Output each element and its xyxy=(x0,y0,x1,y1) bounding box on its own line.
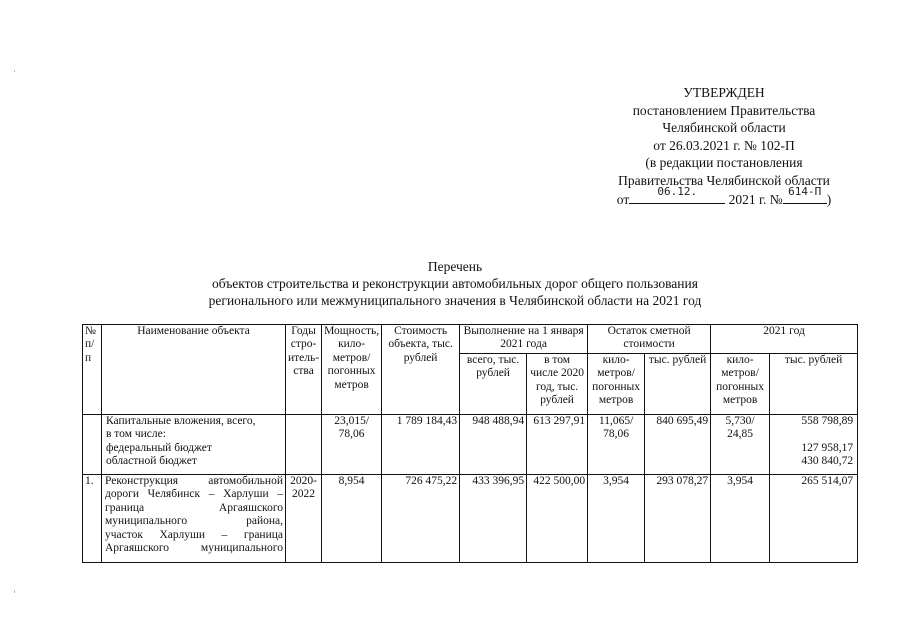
total-remain-rub: 840 695,49 xyxy=(645,415,711,475)
objects-table xyxy=(82,324,858,563)
row-capacity: 8,954 xyxy=(322,475,382,563)
header-remain: Остаток сметной стоимости xyxy=(588,325,711,354)
approval-line: Челябинской области xyxy=(662,120,786,135)
row-num: 1. xyxy=(83,475,102,563)
scan-edge-mark xyxy=(14,590,15,593)
row-years: 2020- 2022 xyxy=(286,475,322,563)
row-done: 433 396,95 xyxy=(460,475,527,563)
row-2021-rub: 265 514,07 xyxy=(770,475,858,563)
header-name: Наименование объекта xyxy=(102,325,286,415)
header-capacity: Мощность, кило- метров/ погонных метров xyxy=(322,325,382,415)
row-name: Реконструкция автомобильной дороги Челябинск – Харлуши – граница Аргаяшского муниципального района, участок Харлуши – граница Аргаяшского муниципального xyxy=(102,475,286,563)
row-2021-km: 3,954 xyxy=(711,475,770,563)
header-years: Годы стро- итель- ства xyxy=(286,325,322,415)
approval-line: УТВЕРЖДЕН xyxy=(683,85,765,100)
header-2021: 2021 год xyxy=(711,325,858,354)
handwritten-date: 06.12. xyxy=(657,185,698,198)
header-remain-rub: тыс. рублей xyxy=(645,354,711,415)
approval-line: (в редакции постановления xyxy=(645,155,803,170)
table-row xyxy=(83,475,858,563)
header-done-total: всего, тыс. рублей xyxy=(460,354,527,415)
total-capacity: 23,015/ 78,06 xyxy=(322,415,382,475)
date-blank xyxy=(629,185,725,204)
table-cell xyxy=(83,415,102,475)
table-cell xyxy=(286,415,322,475)
title-line: регионального или межмуниципального значения в Челябинской области на 2021 год xyxy=(208,293,702,308)
handwritten-number: 614-П xyxy=(788,185,822,198)
approval-stamp xyxy=(600,84,848,209)
header-done: Выполнение на 1 января 2021 года xyxy=(460,325,588,354)
total-2021-km: 5,730/ 24,85 xyxy=(711,415,770,475)
number-blank xyxy=(783,185,827,204)
total-cost: 1 789 184,43 xyxy=(382,415,460,475)
header-cost: Стоимость объекта, тыс. рублей xyxy=(382,325,460,415)
header-done-2020: в том числе 2020 год, тыс. рублей xyxy=(527,354,588,415)
header-2021-km: кило- метров/ погонных метров xyxy=(711,354,770,415)
approval-date-line: от 06.12. 2021 г. № 614-П ) xyxy=(616,185,832,207)
document-title xyxy=(130,258,780,309)
total-done-2020: 613 297,91 xyxy=(527,415,588,475)
row-done-2020: 422 500,00 xyxy=(527,475,588,563)
table-row-total xyxy=(83,415,858,475)
approval-line: Правительства Челябинской области xyxy=(618,172,830,188)
title-line: Перечень xyxy=(427,259,483,274)
row-cost: 726 475,22 xyxy=(382,475,460,563)
scan-edge-mark xyxy=(14,70,15,72)
header-2021-rub: тыс. рублей xyxy=(770,354,858,415)
row-remain-rub: 293 078,27 xyxy=(645,475,711,563)
approval-line: от 26.03.2021 г. № 102-П xyxy=(653,137,795,153)
header-remain-km: кило- метров/ погонных метров xyxy=(588,354,645,415)
row-remain-km: 3,954 xyxy=(588,475,645,563)
title-line: объектов строительства и реконструкции автомобильных дорог общего пользования xyxy=(212,276,698,291)
header-num: № п/п xyxy=(83,325,102,415)
approval-line: постановлением Правительства xyxy=(632,102,816,118)
total-label: Капитальные вложения, всего, в том числе: федеральный бюджет областной бюджет xyxy=(102,415,286,475)
total-done: 948 488,94 xyxy=(460,415,527,475)
total-remain-km: 11,065/ 78,06 xyxy=(588,415,645,475)
total-2021-rub: 558 798,89 127 958,17 430 840,72 xyxy=(770,415,858,475)
